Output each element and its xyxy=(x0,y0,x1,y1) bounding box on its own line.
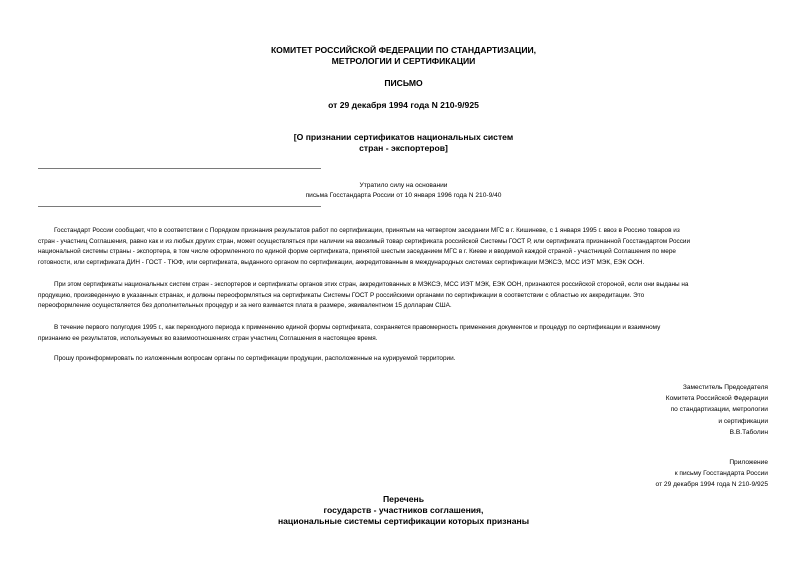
document-date-number: от 29 декабря 1994 года N 210-9/925 xyxy=(328,100,479,110)
paragraph-line: Прошу проинформировать по изложенным вопросам органы по сертификации продукции, расположенные на курируемой территории. xyxy=(54,355,456,362)
document-type: ПИСЬМО xyxy=(384,78,423,88)
paragraph-2 xyxy=(38,280,769,312)
divider-top xyxy=(38,168,321,169)
list-heading xyxy=(0,494,807,527)
document-subject xyxy=(0,132,807,154)
signature-line: и сертификации xyxy=(718,417,768,425)
paragraph-line: стран - участниц Соглашения, равно как и из любых других стран, может осуществляться при наличии на ввозимый товар сертификата российской Системы ГОСТ Р, или сертификата признанной Госстандартом России xyxy=(38,237,691,245)
signature-block xyxy=(666,382,768,438)
subject-line-2: стран - экспортеров] xyxy=(359,143,448,153)
paragraph-3 xyxy=(38,323,769,344)
subject-line-1: [О признании сертификатов национальных систем xyxy=(293,132,514,142)
appendix-line: от 29 декабря 1994 года N 210-9/925 xyxy=(655,481,768,489)
status-note-line-1: Утратило силу на основании xyxy=(359,182,448,189)
signature-line: Заместитель Председателя xyxy=(682,384,768,391)
committee-line-2: МЕТРОЛОГИИ И СЕРТИФИКАЦИИ xyxy=(331,56,476,66)
paragraph-line: переоформление осуществляется без дополнительных процедур и за него взимается плата в размере, эквивалентном 15 долларам США. xyxy=(38,302,452,310)
committee-line-1: КОМИТЕТ РОССИЙСКОЙ ФЕДЕРАЦИИ ПО СТАНДАРТИЗАЦИИ, xyxy=(270,45,537,55)
signature-name: В.В.Таболин xyxy=(729,428,768,436)
signature-line: Комитета Российской Федерации xyxy=(665,395,768,403)
paragraph-line: Госстандарт России сообщает, что в соответствии с Порядком признания результатов работ по сертификации, принятым на четвертом заседании МГС в г. Кишиневе, с 1 января 1995 г. ввоз в Россию товаров из xyxy=(54,227,680,234)
list-heading-line-3: национальные системы сертификации которых признаны xyxy=(277,516,530,526)
status-note xyxy=(0,181,807,201)
paragraph-line: признанию ее результатов, используемых во взаимоотношениях стран участниц Соглашения в настоящее время. xyxy=(38,334,378,342)
appendix-line: к письму Госстандарта России xyxy=(674,470,768,478)
paragraph-line: При этом сертификаты национальных систем стран - экспортеров и сертификаты органов этих стран, аккредитованных в МЭКСЭ, МСС ИЭТ МЭК, ЕЭК ООН, признаются российской стороной, если они выданы на xyxy=(54,281,689,288)
appendix-reference xyxy=(656,457,768,491)
committee-header xyxy=(0,45,807,67)
list-heading-line-1: Перечень xyxy=(382,494,424,504)
paragraph-1 xyxy=(38,226,769,268)
appendix-line: Приложение xyxy=(729,459,768,466)
list-heading-line-2: государств - участников соглашения, xyxy=(323,505,484,515)
divider-bottom xyxy=(38,206,321,207)
paragraph-line: национальной системы страны - экспортера, в том числе оформленного по единой форме сертификата, принятой шестым заседанием МГС в г. Киеве и вводимой каждой страной - участницей Соглашения по мере xyxy=(38,248,676,256)
status-note-line-2: письма Госстандарта России от 10 января 1996 года N 210-9/40 xyxy=(305,192,502,199)
paragraph-4 xyxy=(38,354,769,365)
paragraph-line: готовности, или сертификата ДИН - ГОСТ - ТЮФ, или сертификата, выданного органом по сертификации, аккредитованным в международных системах сертификации МЭКСЭ, МСС ИЭТ МЭК, ЕЭК ООН. xyxy=(38,258,645,266)
paragraph-line: В течение первого полугодия 1995 г., как переходного периода к применению единой формы сертификата, сохраняется правомерность применения документов и процедур по сертификации и взаимному xyxy=(54,324,661,331)
paragraph-line: продукцию, произведенную в указанных странах, и должны переоформляться на сертификаты Системы ГОСТ Р российскими органами по сертификации в соответствии с областью их аккредитации. Это xyxy=(38,291,645,299)
signature-line: по стандартизации, метрологии xyxy=(670,406,768,414)
